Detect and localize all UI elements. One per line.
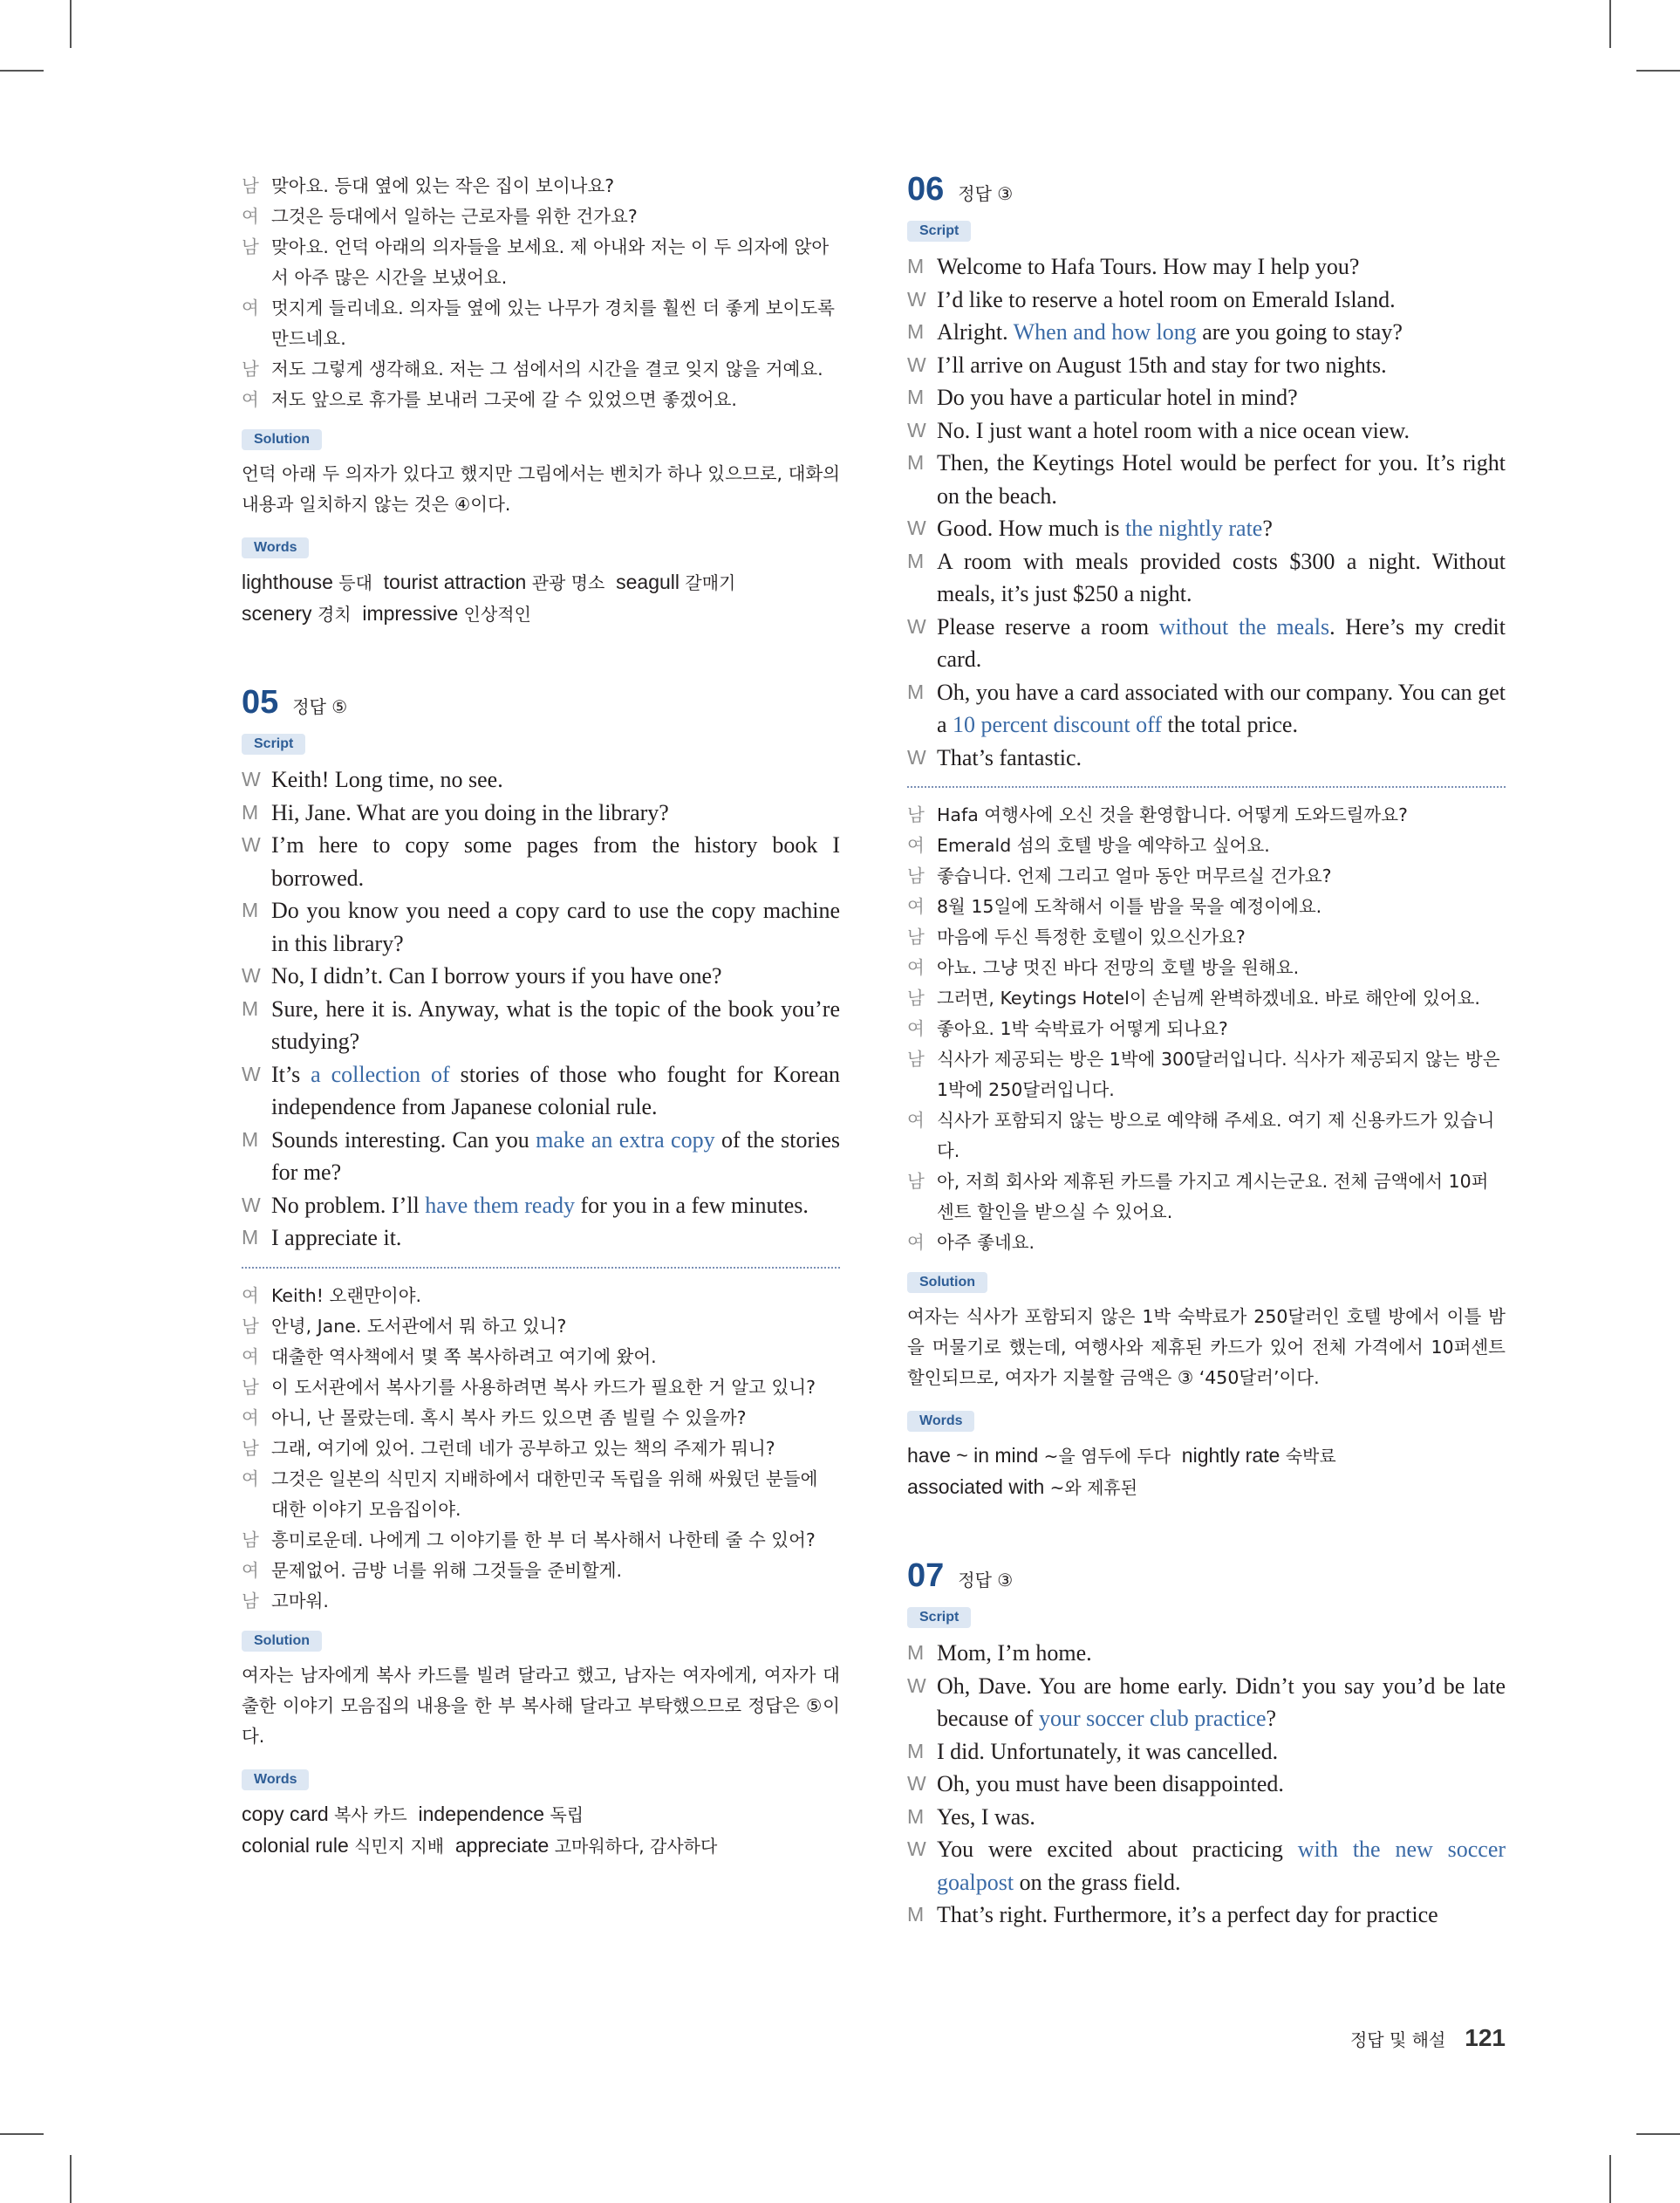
q07-number: 07 xyxy=(907,1557,945,1594)
right-column xyxy=(907,171,1506,1932)
word-ko: 복사 카드 xyxy=(334,1803,407,1825)
translation-line xyxy=(907,831,1506,861)
speaker-label: W xyxy=(242,833,261,856)
line-text: No, I didn’t. Can I borrow yours if you have one? xyxy=(271,963,722,989)
word-en: appreciate xyxy=(444,1833,555,1857)
script-line xyxy=(907,381,1506,414)
line-text: Welcome to Hafa Tours. How may I help you? xyxy=(937,254,1360,279)
translation-line xyxy=(242,293,840,354)
speaker-label: M xyxy=(242,1127,259,1151)
line-text: 좋습니다. 언제 그리고 얼마 동안 머무르실 건가요? xyxy=(937,865,1332,886)
speaker-label: 여 xyxy=(907,1018,925,1039)
translation-line xyxy=(907,1228,1506,1258)
speaker-label: 여 xyxy=(907,1232,925,1253)
line-text: I’m here to copy some pages from the history book I borrowed. xyxy=(271,832,840,891)
speaker-label: M xyxy=(242,899,259,921)
words-row xyxy=(242,599,840,630)
word-en: associated with xyxy=(907,1475,1050,1498)
words-row xyxy=(242,567,840,599)
speaker-label: M xyxy=(242,800,259,824)
word-en: scenery xyxy=(242,602,318,625)
speaker-label: 여 xyxy=(242,1559,259,1581)
page-footer xyxy=(1350,2024,1506,2052)
speaker-label: W xyxy=(907,745,926,769)
translation-line xyxy=(242,202,840,232)
word-ko: 독립 xyxy=(550,1803,584,1825)
words-row xyxy=(907,1440,1506,1472)
line-text: 그러면, Keytings Hotel이 손님께 완벽하겠네요. 바로 해안에 있어요. xyxy=(937,988,1480,1009)
q06-translation xyxy=(907,800,1506,1258)
crop-mark xyxy=(0,70,44,72)
speaker-label: M xyxy=(907,386,925,408)
line-text: Do you have a particular hotel in mind? xyxy=(937,385,1298,410)
translation-line xyxy=(242,385,840,415)
line-text: 그래, 여기에 있어. 그런데 네가 공부하고 있는 책의 주제가 뭐니? xyxy=(271,1437,775,1459)
word-ko: 갈매기 xyxy=(685,572,736,593)
q05-number: 05 xyxy=(242,684,279,721)
q05-solution-text: 여자는 남자에게 복사 카드를 빌려 달라고 했고, 남자는 여자에게, 여자가 대출한 이야기 모음집의 내용을 한 부 복사해 달라고 부탁했으므로 정답은 ⑤이다. xyxy=(242,1664,840,1747)
script-line xyxy=(907,414,1506,448)
highlight-phrase: make an extra copy xyxy=(536,1126,715,1153)
footer-title: 정답 및 해설 xyxy=(1349,2029,1446,2050)
line-text: Good. How much is xyxy=(937,516,1125,541)
line-text: Hi, Jane. What are you doing in the library? xyxy=(271,799,669,825)
translation-line xyxy=(907,861,1506,892)
translation-line xyxy=(242,1525,840,1556)
line-text: Oh, Dave. You are home early. Didn’t you say you’d be late because of xyxy=(937,1673,1506,1731)
line-text: 고마워. xyxy=(271,1590,329,1611)
translation-line xyxy=(907,800,1506,831)
script-line xyxy=(242,993,840,1058)
line-text: 아주 좋네요. xyxy=(937,1232,1035,1253)
crop-mark xyxy=(1636,70,1680,72)
words-row xyxy=(907,1472,1506,1503)
line-text: Sounds interesting. Can you xyxy=(271,1126,536,1153)
q07-script-label: Script xyxy=(907,1607,971,1628)
translation-line xyxy=(242,1464,840,1525)
script-line xyxy=(907,1637,1506,1670)
q05-header xyxy=(242,684,840,722)
q07-script xyxy=(907,1637,1506,1932)
word-ko: 고마워하다, 감사하다 xyxy=(554,1835,718,1857)
word-en: nightly rate xyxy=(1171,1444,1286,1467)
word-ko: 관광 명소 xyxy=(531,572,605,593)
line-text: Alright. xyxy=(937,319,1014,345)
speaker-label: W xyxy=(907,614,926,638)
line-text: You were excited about practicing xyxy=(937,1837,1298,1862)
line-text: Sure, here it is. Anyway, what is the topic of the book you’re studying? xyxy=(271,995,840,1054)
line-text: for you in a few minutes. xyxy=(575,1192,809,1218)
line-text: I appreciate it. xyxy=(271,1225,402,1250)
script-line xyxy=(242,797,840,830)
line-text: Then, the Keytings Hotel would be perfect for you. It’s right on the beach. xyxy=(937,450,1506,509)
line-text: 그것은 등대에서 일하는 근로자를 위한 건가요? xyxy=(271,206,638,227)
translation-line xyxy=(242,1311,840,1342)
q06-script-label: Script xyxy=(907,221,971,242)
speaker-label: 여 xyxy=(242,1345,259,1367)
speaker-label: 여 xyxy=(907,835,925,856)
speaker-label: M xyxy=(907,1739,925,1762)
line-text: 맞아요. 언덕 아래의 의자들을 보세요. 제 아내와 저는 이 두 의자에 앉아서 아주 많은 시간을 보냈어요. xyxy=(271,236,830,288)
speaker-label: 여 xyxy=(907,1110,925,1131)
line-text: No. I just want a hotel room with a nice ocean view. xyxy=(937,417,1410,443)
script-line xyxy=(907,1768,1506,1801)
q06-words xyxy=(907,1440,1506,1503)
script-line xyxy=(907,250,1506,284)
line-text: ? xyxy=(1262,516,1273,541)
q06-words-label: Words xyxy=(907,1411,974,1432)
speaker-label: W xyxy=(242,964,261,987)
speaker-label: 여 xyxy=(242,1468,259,1489)
script-line xyxy=(907,611,1506,676)
q05-words-label: Words xyxy=(242,1769,309,1790)
speaker-label: 남 xyxy=(242,236,259,257)
highlight-phrase: the nightly rate xyxy=(1124,516,1263,541)
speaker-label: M xyxy=(242,1226,259,1249)
translation-line xyxy=(242,232,840,293)
line-text: 저도 앞으로 휴가를 보내러 그곳에 갈 수 있었으면 좋겠어요. xyxy=(271,389,737,410)
translation-line xyxy=(907,1166,1506,1228)
translation-line xyxy=(242,1556,840,1586)
speaker-label: M xyxy=(242,996,259,1020)
line-text: 아, 저희 회사와 제휴된 카드를 가지고 계시는군요. 전체 금액에서 10퍼센트 할인을 받으실 수 있어요. xyxy=(937,1171,1489,1222)
translation-line xyxy=(242,354,840,385)
q06-solution-text: 여자는 식사가 포함되지 않은 1박 숙박료가 250달러인 호텔 방에서 이틀 밤을 머물기로 했는데, 여행사와 제휴된 카드가 있어 전체 가격에서 10퍼센트 할인되므로, 여자가 지불할 금액은 ③ ‘450달러’이다. xyxy=(907,1306,1506,1388)
line-text: Emerald 섬의 호텔 방을 예약하고 싶어요. xyxy=(937,835,1270,856)
q04-solution-label: Solution xyxy=(242,429,322,450)
speaker-label: 남 xyxy=(242,1376,259,1398)
translation-line xyxy=(242,1433,840,1464)
line-text: 문제없어. 금방 너를 위해 그것들을 준비할게. xyxy=(271,1559,623,1581)
speaker-label: 남 xyxy=(907,1171,925,1192)
word-ko: 숙박료 xyxy=(1285,1446,1336,1467)
line-text: 좋아요. 1박 숙박료가 어떻게 되나요? xyxy=(937,1018,1228,1039)
crop-mark xyxy=(1609,0,1611,48)
q04-solution-text: 언덕 아래 두 의자가 있다고 했지만 그림에서는 벤치가 하나 있으므로, 대화의 내용과 일치하지 않는 것은 ④이다. xyxy=(242,463,840,515)
script-line xyxy=(242,960,840,993)
q05-script xyxy=(242,763,840,1255)
speaker-label: 남 xyxy=(242,1315,259,1337)
crop-mark xyxy=(70,0,72,48)
translation-line xyxy=(242,1403,840,1433)
q04-translation xyxy=(242,171,840,415)
speaker-label: W xyxy=(907,1772,926,1795)
line-text: . Here’s my credit card. xyxy=(937,613,1506,672)
q07-header xyxy=(907,1557,1506,1595)
speaker-label: 여 xyxy=(242,1284,259,1306)
script-line xyxy=(907,742,1506,775)
speaker-label: 남 xyxy=(242,1590,259,1611)
line-text: 8월 15일에 도착해서 이틀 밤을 묵을 예정이에요. xyxy=(937,896,1322,917)
speaker-label: M xyxy=(907,451,925,474)
word-en: independence xyxy=(406,1802,550,1825)
word-ko: 경치 xyxy=(317,604,352,625)
translation-line xyxy=(242,171,840,202)
divider xyxy=(907,786,1506,788)
line-text: 식사가 제공되는 방은 1박에 300달러입니다. 식사가 제공되지 않는 방은 1박에 250달러입니다. xyxy=(937,1049,1500,1100)
line-text: 안녕, Jane. 도서관에서 뭐 하고 있니? xyxy=(271,1315,567,1337)
word-en: have ~ in mind xyxy=(907,1444,1044,1467)
line-text: Oh, you have a card associated with our company. You can get a xyxy=(937,679,1506,737)
crop-mark xyxy=(1609,2155,1611,2203)
speaker-label: W xyxy=(907,418,926,441)
word-ko: ~와 제휴된 xyxy=(1049,1477,1138,1498)
line-text: It’s xyxy=(271,1061,311,1087)
speaker-label: W xyxy=(907,517,926,539)
line-text: of the stories for me? xyxy=(271,1126,840,1185)
line-text: the total price. xyxy=(1162,712,1298,737)
line-text: Yes, I was. xyxy=(937,1803,1035,1830)
script-line xyxy=(242,894,840,960)
translation-line xyxy=(242,1372,840,1403)
speaker-label: 여 xyxy=(907,896,925,917)
highlight-phrase: a collection of xyxy=(311,1061,450,1087)
script-line xyxy=(907,545,1506,611)
word-en: copy card xyxy=(242,1802,335,1825)
speaker-label: 남 xyxy=(907,1049,925,1070)
word-en: impressive xyxy=(351,602,464,625)
page-number: 121 xyxy=(1465,2024,1506,2051)
word-ko: 등대 xyxy=(338,572,372,593)
script-line xyxy=(907,447,1506,512)
crop-mark xyxy=(0,2133,44,2135)
line-text: Keith! 오랜만이야. xyxy=(271,1284,422,1306)
line-text: 식사가 포함되지 않는 방으로 예약해 주세요. 여기 제 신용카드가 있습니다. xyxy=(937,1110,1495,1161)
script-line xyxy=(242,829,840,894)
script-line xyxy=(907,349,1506,382)
word-en: tourist attraction xyxy=(372,571,532,593)
word-ko: 식민지 지배 xyxy=(354,1835,445,1857)
highlight-phrase: When and how long xyxy=(1013,319,1197,345)
line-text: 마음에 두신 특정한 호텔이 있으신가요? xyxy=(937,927,1246,948)
speaker-label: W xyxy=(907,1837,926,1860)
speaker-label: 여 xyxy=(242,298,259,318)
line-text: Mom, I’m home. xyxy=(937,1640,1092,1666)
line-text: 아니, 난 몰랐는데. 혹시 복사 카드 있으면 좀 빌릴 수 있을까? xyxy=(271,1406,747,1428)
line-text: Do you know you need a copy card to use the copy machine in this library? xyxy=(271,898,840,956)
q06-script xyxy=(907,250,1506,774)
line-text: 흥미로운데. 나에게 그 이야기를 한 부 더 복사해서 나한테 줄 수 있어? xyxy=(271,1529,816,1550)
speaker-label: 남 xyxy=(907,988,925,1009)
speaker-label: M xyxy=(907,1804,925,1828)
words-row xyxy=(242,1830,840,1862)
line-text: are you going to stay? xyxy=(1196,319,1403,345)
script-line xyxy=(907,284,1506,317)
word-en: colonial rule xyxy=(242,1833,355,1857)
line-text: Oh, you must have been disappointed. xyxy=(937,1771,1284,1796)
line-text: on the grass field. xyxy=(1014,1869,1181,1895)
crop-mark xyxy=(70,2155,72,2203)
q04-words xyxy=(242,567,840,630)
speaker-label: 남 xyxy=(907,865,925,886)
speaker-label: M xyxy=(907,1903,925,1926)
line-text: ? xyxy=(1266,1706,1277,1731)
script-line xyxy=(242,1221,840,1255)
speaker-label: M xyxy=(907,255,925,277)
speaker-label: 여 xyxy=(242,1406,259,1428)
line-text: Please reserve a room xyxy=(937,613,1159,640)
line-text: Keith! Long time, no see. xyxy=(271,767,503,792)
highlight-phrase: your soccer club practice xyxy=(1038,1706,1267,1731)
word-ko: 인상적인 xyxy=(463,604,531,625)
q05-answer: 정답 ⑤ xyxy=(292,696,348,717)
divider xyxy=(242,1267,840,1269)
script-line xyxy=(242,763,840,797)
highlight-phrase: have them ready xyxy=(425,1192,575,1218)
speaker-label: 여 xyxy=(907,957,925,978)
q05-translation xyxy=(242,1281,840,1617)
speaker-label: W xyxy=(242,1193,261,1216)
translation-line xyxy=(907,1044,1506,1105)
highlight-phrase: with the new soccer goalpost xyxy=(937,1837,1506,1895)
line-text: stories of those who fought for Korean independence from Japanese colonial rule. xyxy=(271,1061,840,1119)
translation-line xyxy=(907,953,1506,983)
speaker-label: M xyxy=(907,320,925,343)
line-text: That’s right. Furthermore, it’s a perfect day for practice xyxy=(937,1902,1438,1927)
speaker-label: M xyxy=(907,1641,925,1664)
speaker-label: 여 xyxy=(242,389,259,410)
line-text: No problem. I’ll xyxy=(271,1192,426,1218)
word-ko: ~을 염두에 두다 xyxy=(1043,1446,1171,1467)
q06-solution-label: Solution xyxy=(907,1272,987,1293)
q04-words-label: Words xyxy=(242,537,309,558)
line-text: 맞아요. 등대 옆에 있는 작은 집이 보이나요? xyxy=(271,175,615,196)
speaker-label: W xyxy=(242,1062,261,1085)
speaker-label: W xyxy=(907,352,926,376)
line-text: 대출한 역사책에서 몇 쪽 복사하려고 여기에 왔어. xyxy=(271,1345,657,1367)
speaker-label: W xyxy=(907,1673,926,1697)
line-text: I’ll arrive on August 15th and stay for two nights. xyxy=(937,352,1387,378)
line-text: A room with meals provided costs $300 a night. Without meals, it’s just $250 a night. xyxy=(937,548,1506,606)
word-en: lighthouse xyxy=(242,571,339,593)
speaker-label: 남 xyxy=(242,175,259,196)
speaker-label: 남 xyxy=(242,1529,259,1550)
script-line xyxy=(907,1801,1506,1834)
speaker-label: M xyxy=(907,549,925,572)
highlight-phrase: without the meals xyxy=(1158,613,1330,640)
speaker-label: 남 xyxy=(242,359,259,380)
translation-line xyxy=(907,892,1506,922)
script-line xyxy=(907,1670,1506,1735)
line-text: 이 도서관에서 복사기를 사용하려면 복사 카드가 필요한 거 알고 있니? xyxy=(271,1376,816,1398)
line-text: 저도 그렇게 생각해요. 저는 그 섬에서의 시간을 결코 잊지 않을 거예요. xyxy=(271,359,823,380)
script-line xyxy=(907,1735,1506,1769)
q05-script-label: Script xyxy=(242,734,305,755)
crop-mark xyxy=(1636,2133,1680,2135)
script-line xyxy=(242,1124,840,1189)
script-line xyxy=(907,316,1506,349)
q05-solution-label: Solution xyxy=(242,1631,322,1652)
speaker-label: 남 xyxy=(907,927,925,948)
script-line xyxy=(242,1189,840,1222)
word-en: seagull xyxy=(604,571,686,593)
speaker-label: 남 xyxy=(242,1437,259,1459)
line-text: That’s fantastic. xyxy=(937,744,1082,770)
line-text: I’d like to reserve a hotel room on Emerald Island. xyxy=(937,286,1396,312)
script-line xyxy=(907,1833,1506,1899)
translation-line xyxy=(907,1014,1506,1044)
speaker-label: W xyxy=(907,287,926,311)
translation-line xyxy=(242,1342,840,1372)
translation-line xyxy=(242,1586,840,1617)
line-text: Hafa 여행사에 오신 것을 환영합니다. 어떻게 도와드릴까요? xyxy=(937,804,1408,825)
speaker-label: 여 xyxy=(242,206,259,227)
q05-words xyxy=(242,1799,840,1862)
q06-number: 06 xyxy=(907,171,945,208)
q06-header xyxy=(907,171,1506,209)
translation-line xyxy=(242,1281,840,1311)
q07-answer: 정답 ③ xyxy=(958,1570,1014,1591)
line-text: 아뇨. 그냥 멋진 바다 전망의 호텔 방을 원해요. xyxy=(937,957,1300,978)
script-line xyxy=(907,676,1506,742)
script-line xyxy=(907,1899,1506,1932)
speaker-label: W xyxy=(242,768,261,790)
line-text: I did. Unfortunately, it was cancelled. xyxy=(937,1738,1279,1764)
line-text: 멋지게 들리네요. 의자들 옆에 있는 나무가 경치를 훨씬 더 좋게 보이도록 만드네요. xyxy=(271,298,835,349)
translation-line xyxy=(907,922,1506,953)
speaker-label: 남 xyxy=(907,804,925,825)
left-column xyxy=(242,171,840,1862)
translation-line xyxy=(907,1105,1506,1166)
translation-line xyxy=(907,983,1506,1014)
words-row xyxy=(242,1799,840,1830)
line-text: 그것은 일본의 식민지 지배하에서 대한민국 독립을 위해 싸웠던 분들에 대한 이야기 모음집이야. xyxy=(271,1468,818,1520)
script-line xyxy=(242,1058,840,1124)
script-line xyxy=(907,512,1506,545)
q06-answer: 정답 ③ xyxy=(958,183,1014,204)
speaker-label: M xyxy=(907,680,925,703)
highlight-phrase: 10 percent discount off xyxy=(953,712,1163,737)
